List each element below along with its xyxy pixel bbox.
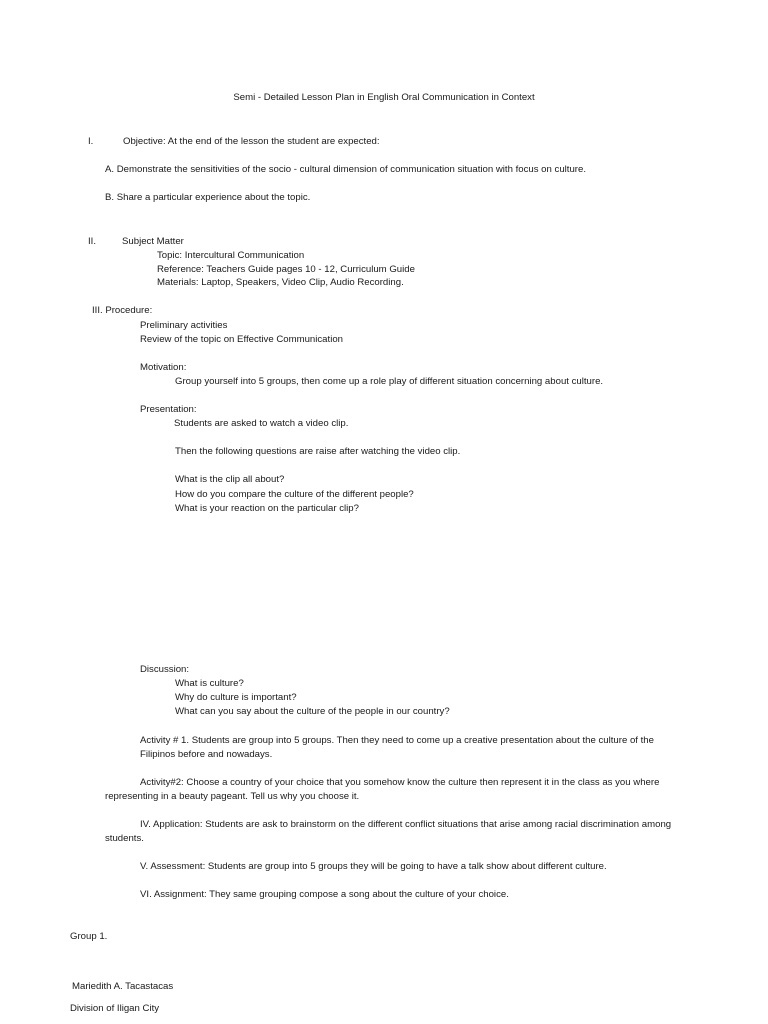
document-title: Semi - Detailed Lesson Plan in English Oral Communication in Context: [233, 92, 535, 103]
application-line-1: IV. Application: Students are ask to brainstorm on the different conflict situations that arise among racial discrimination among: [140, 819, 672, 830]
activity-2-line-1: Activity#2: Choose a country of your choice that you somehow know the culture then represent it in the class as you where: [140, 777, 660, 788]
section-2-numeral: II.: [88, 236, 96, 247]
division-name: Division of Iligan City: [70, 1003, 160, 1014]
activity-1-line-1: Activity # 1. Students are group into 5 groups. Then they need to come up a creative presentation about the culture of the: [140, 735, 654, 746]
subject-reference: Reference: Teachers Guide pages 10 - 12, Curriculum Guide: [157, 264, 415, 275]
application-line-2: students.: [105, 833, 144, 844]
discussion-label: Discussion:: [140, 664, 190, 675]
procedure-heading: III. Procedure:: [92, 305, 153, 316]
review-topic: Review of the topic on Effective Communication: [140, 334, 343, 345]
presentation-followup: Then the following questions are raise after watching the video clip.: [175, 446, 461, 457]
subject-materials: Materials: Laptop, Speakers, Video Clip, Audio Recording.: [157, 277, 404, 288]
presentation-question: How do you compare the culture of the different people?: [175, 489, 414, 500]
objective-item-a: A. Demonstrate the sensitivities of the socio - cultural dimension of communication situation with focus on culture.: [105, 164, 586, 175]
motivation-text: Group yourself into 5 groups, then come up a role play of different situation concerning about culture.: [175, 376, 604, 387]
activity-1-line-2: Filipinos before and nowadays.: [140, 749, 273, 760]
presentation-text: Students are asked to watch a video clip.: [174, 418, 349, 429]
motivation-label: Motivation:: [140, 362, 187, 373]
subject-topic: Topic: Intercultural Communication: [157, 250, 305, 261]
objective-item-b: B. Share a particular experience about the topic.: [105, 192, 311, 203]
presentation-question: What is your reaction on the particular clip?: [175, 503, 359, 514]
subject-matter-heading: Subject Matter: [122, 236, 184, 247]
section-1-numeral: I.: [88, 136, 94, 147]
group-label: Group 1.: [70, 931, 108, 942]
discussion-question: What can you say about the culture of the people in our country?: [175, 706, 450, 717]
author-name: Mariedith A. Tacastacas: [72, 981, 174, 992]
discussion-question: Why do culture is important?: [175, 692, 297, 703]
objective-heading: Objective: At the end of the lesson the student are expected:: [123, 136, 380, 147]
discussion-question: What is culture?: [175, 678, 244, 689]
preliminary-activities: Preliminary activities: [140, 320, 228, 331]
assessment-text: V. Assessment: Students are group into 5 groups they will be going to have a talk show about different culture.: [140, 861, 607, 872]
assignment-text: VI. Assignment: They same grouping compose a song about the culture of your choice.: [140, 889, 509, 900]
activity-2-line-2: representing in a beauty pageant. Tell us why you choose it.: [105, 791, 360, 802]
presentation-label: Presentation:: [140, 404, 197, 415]
presentation-question: What is the clip all about?: [175, 474, 285, 485]
